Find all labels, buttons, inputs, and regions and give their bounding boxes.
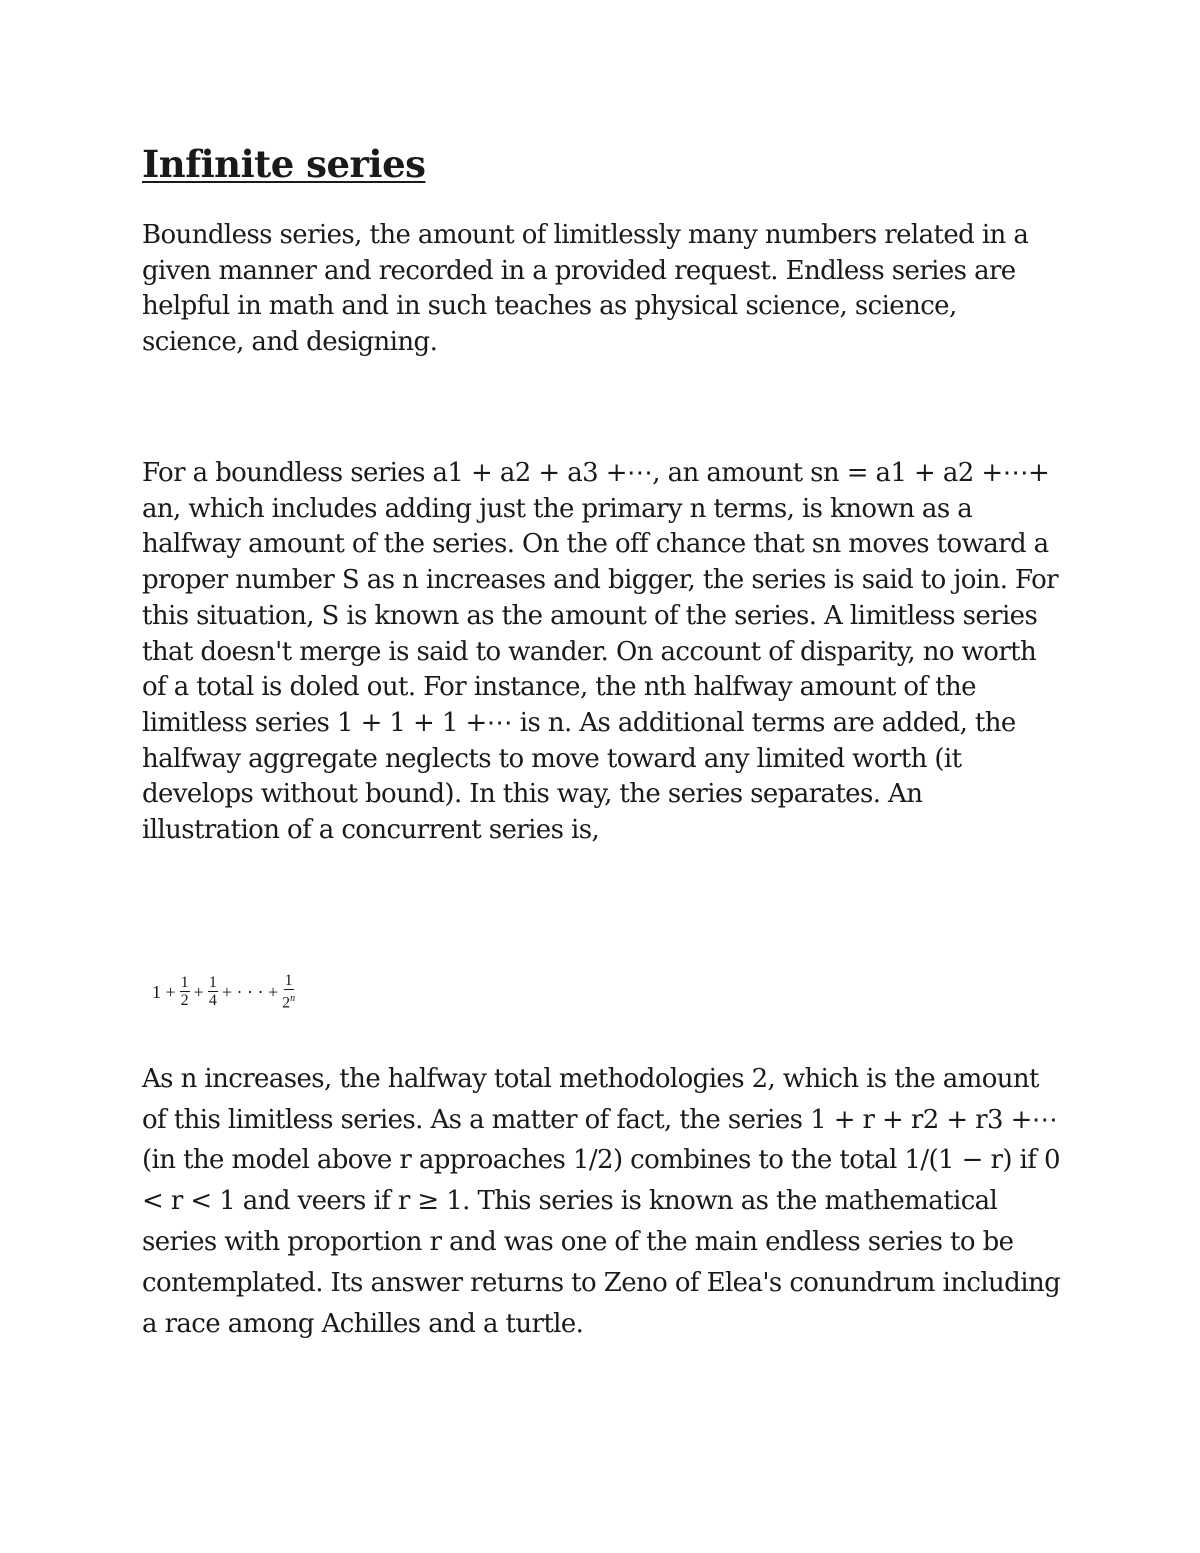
fraction-one-half bbox=[180, 974, 190, 1009]
fraction-denominator: 4 bbox=[208, 992, 217, 1010]
fraction-one-quarter bbox=[208, 974, 218, 1009]
paragraph-partial-sums: For a boundless series a1 + a2 + a3 +⋯, an amount sn = a1 + a2 +⋯+ an, which includes adding just the primary n terms, is known as a halfway amount of the series. On the off chance that sn moves toward a proper number S as n increases and bigger, the series is said to join. For this situation, S is known as the amount of the series. A limitless series that doesn't merge is said to wander. On account of disparity, no worth of a total is doled out. For instance, the nth halfway amount of the limitless series 1 + 1 + 1 +⋯ is n. As additional terms are added, the halfway aggregate neglects to move toward any limited worth (it develops without bound). In this way, the series separates. An illustration of a concurrent series is, bbox=[142, 458, 1058, 846]
denominator-base: 2 bbox=[282, 994, 291, 1012]
fraction-denominator: 2 bbox=[180, 992, 189, 1010]
paragraph-intro: Boundless series, the amount of limitlessly many numbers related in a given manner and recorded in a provided request. Endless series are helpful in math and in such teaches as physical science, science, science, and designing. bbox=[142, 220, 1029, 357]
fraction-numerator: 1 bbox=[284, 972, 293, 990]
fraction-numerator: 1 bbox=[180, 974, 189, 992]
document-page bbox=[142, 140, 1062, 1344]
series-formula bbox=[152, 969, 1062, 1015]
fraction-one-over-two-to-n bbox=[282, 972, 295, 1011]
formula-plus: + bbox=[193, 981, 204, 1002]
formula-ellipsis: + · · · + bbox=[221, 981, 279, 1002]
fraction-numerator: 1 bbox=[208, 974, 217, 992]
denominator-exponent: n bbox=[290, 993, 296, 1005]
document-title: Infinite series bbox=[142, 142, 426, 186]
formula-lead: 1 + bbox=[152, 981, 176, 1002]
paragraph-geometric-series: As n increases, the halfway total methodologies 2, which is the amount of this limitless series. As a matter of fact, the series 1 + r + r2 + r3 +⋯ (in the model above r approaches 1/2) combines to the total 1/(1 − r) if 0 < r < 1 and veers if r ≥ 1. This series is known as the mathematical series with proportion r and was one of the main endless series to be contemplated. Its answer returns to Zeno of Elea's conundrum including a race among Achilles and a turtle. bbox=[142, 1063, 1061, 1339]
fraction-denominator bbox=[282, 990, 295, 1011]
